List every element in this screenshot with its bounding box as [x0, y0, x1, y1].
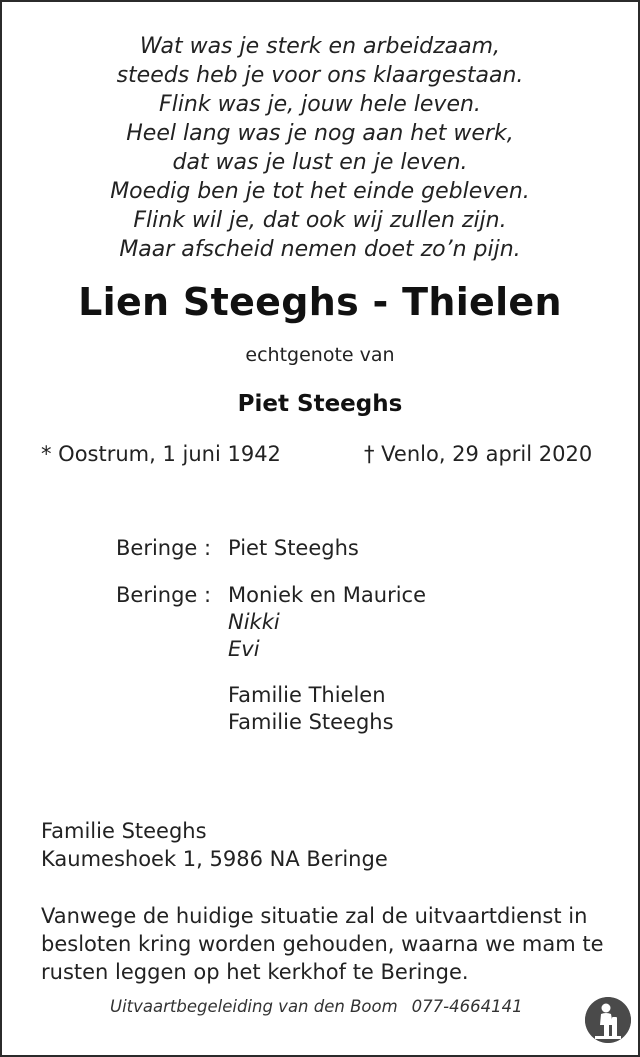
family-name: Familie Thielen [228, 683, 386, 707]
funeral-message: Vanwege de huidige situatie zal de uitvaartdienst in besloten kring worden gehouden, waarna we mam te rusten leggen op het kerkhof te Beringe. [41, 904, 604, 984]
death-date: † Venlo, 29 april 2020 [364, 442, 593, 466]
family-name: Familie Steeghs [228, 710, 394, 734]
poem-line: Moedig ben je tot het einde gebleven. [110, 179, 530, 204]
poem-line: Flink wil je, dat ook wij zullen zijn. [133, 208, 507, 233]
family-place: Beringe : [116, 536, 212, 560]
grandchild-name: Evi [228, 637, 260, 661]
family-name: Moniek en Maurice [228, 583, 427, 607]
family-name: Piet Steeghs [228, 536, 359, 560]
funeral-home-credit [110, 997, 523, 1016]
funeral-home-name: Uitvaartbegeleiding van den Boom [110, 997, 398, 1016]
address-line: Kaumeshoek 1, 5986 NA Beringe [41, 847, 388, 871]
poem-line: Heel lang was je nog aan het werk, [126, 121, 514, 146]
poem-line: Flink was je, jouw hele leven. [159, 92, 481, 117]
correspondence-address [41, 817, 388, 873]
family-place: Beringe : [116, 583, 212, 607]
address-line: Familie Steeghs [41, 819, 207, 843]
family-entry [228, 682, 394, 736]
funeral-home-phone: 077-4664141 [411, 997, 523, 1016]
spouse-name: Piet Steeghs [237, 391, 403, 417]
relation-label: echtgenote van [245, 344, 395, 366]
deceased-name: Lien Steeghs - Thielen [78, 280, 562, 324]
family-names [228, 582, 426, 663]
grandchild-name: Nikki [228, 610, 280, 634]
funeral-home-logo-icon [585, 997, 631, 1043]
poem-line: Maar afscheid nemen doet zo’n pijn. [119, 237, 521, 262]
poem-line: dat was je lust en je leven. [172, 150, 468, 175]
poem [2, 32, 638, 264]
birth-date: * Oostrum, 1 juni 1942 [41, 442, 281, 466]
family-names [228, 535, 359, 562]
poem-line: Wat was je sterk en arbeidzaam, [139, 34, 501, 59]
poem-line: steeds heb je voor ons klaargestaan. [116, 63, 524, 88]
